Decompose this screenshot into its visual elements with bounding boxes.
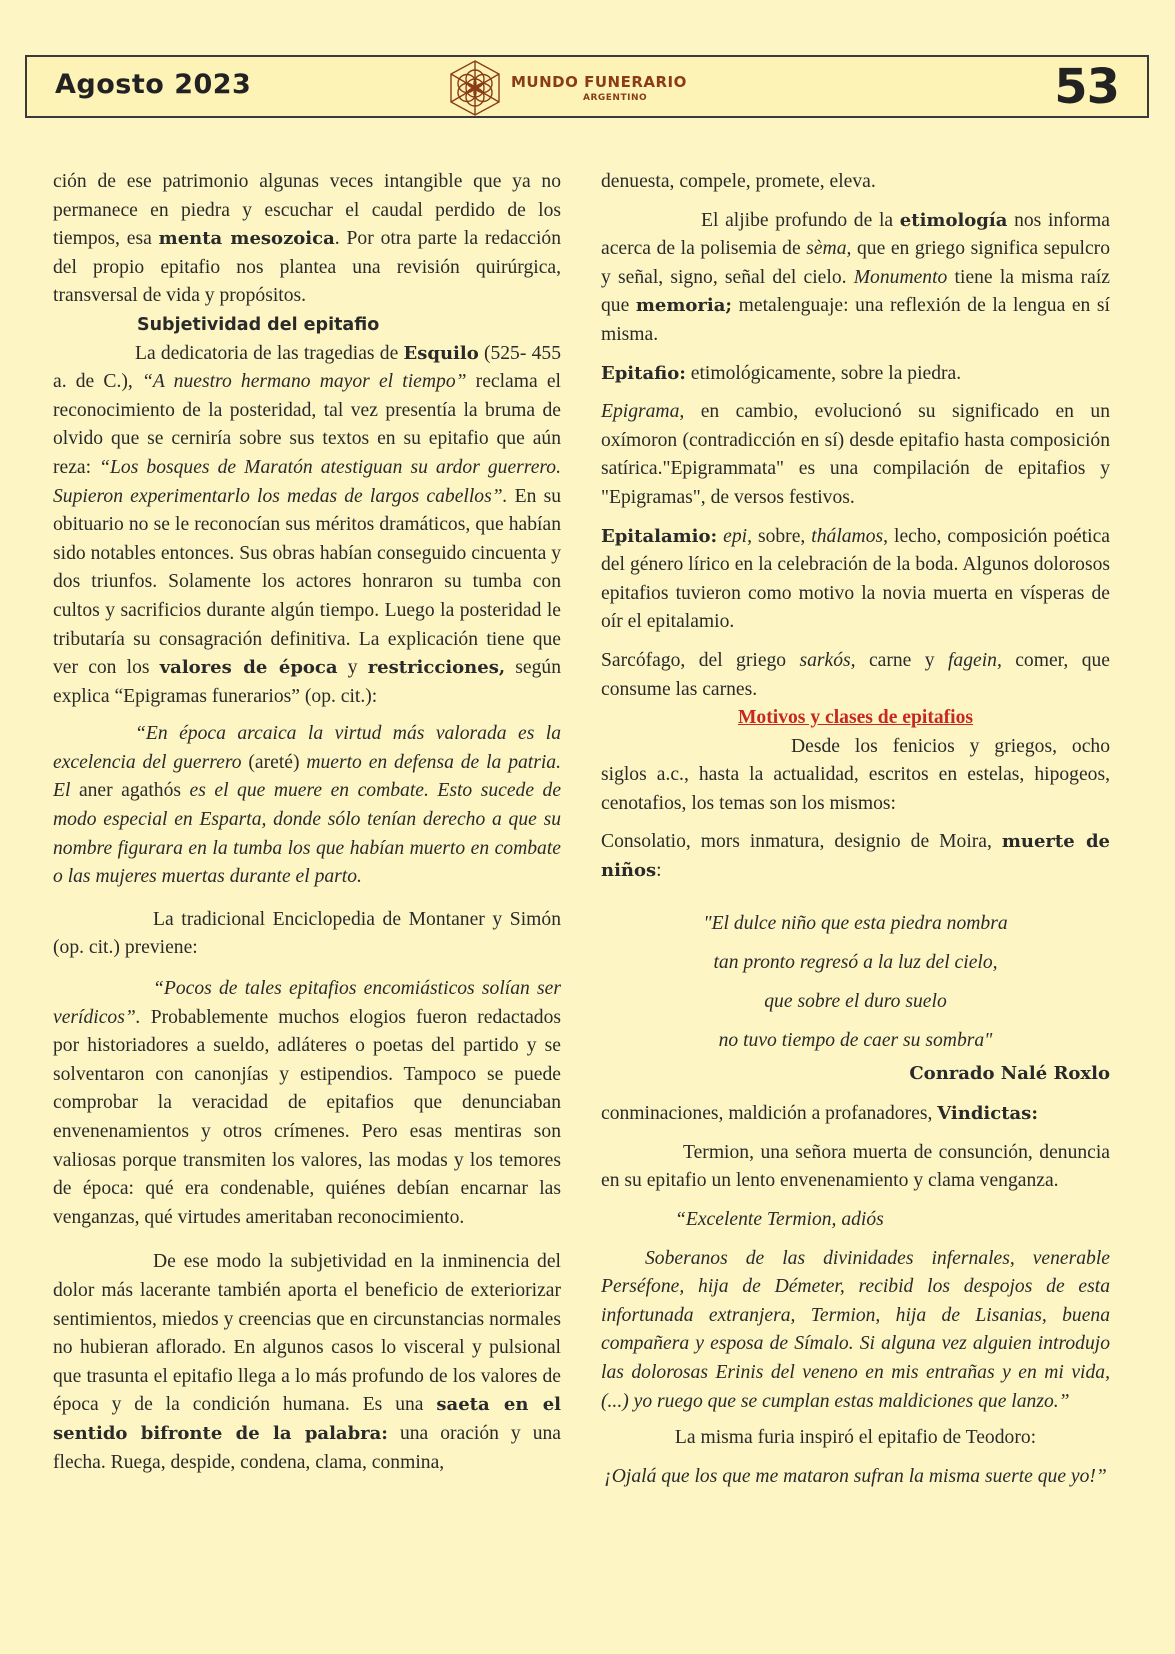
- paragraph: Desde los fenicios y griegos, ocho siglos a.c., hasta la actualidad, escritos en estelas, hipogeos, cenotafios, los temas son los mismos:: [601, 735, 1110, 814]
- paragraph: ción de ese patrimonio algunas veces intangible que ya no permanece en piedra y escuchar el caudal perdido de los tiempos, esa menta mesozoica. Por otra parte la redacción del propio epitafio nos plantea una revisión quirúrgica, transversal de vida y propósitos.: [53, 171, 561, 307]
- poem-line: no tuvo tiempo de caer su sombra": [718, 1029, 993, 1051]
- section-heading: Subjetividad del epitafio: [137, 314, 380, 335]
- paragraph: “Pocos de tales epitafios encomiásticos solían ser verídicos”. Probablemente muchos elogios fueron redactados por historiadores a sueldo, adláteres o poetas del partido y se solventaron con canonjías y estipendios. Tampoco se puede comprobar la veracidad de epitafios que denunciaban envenenamientos y otros crímenes. Pero esas mentiras son valiosas porque transmiten los valores, las modas y los temores de época: qué era condenable, quiénes debían encarnar las venganzas, qué virtudes ameritaban reconocimiento.: [53, 978, 561, 1228]
- paragraph: Termion, una señora muerta de consunción, denuncia en su epitafio un lento envenenamiento y clama venganza.: [601, 1141, 1110, 1192]
- quote-line: ¡Ojalá que los que me mataron sufran la misma suerte que yo!”: [604, 1465, 1107, 1487]
- poem: [601, 904, 1110, 1060]
- paragraph: El aljibe profundo de la etimología nos informa acerca de la polisemia de sèma, que en griego significa sepulcro y señal, signo, señal del cielo. Monumento tiene la misma raíz que memoria; metalenguaje: una reflexión de la lengua en sí misma.: [601, 209, 1110, 345]
- paragraph: Sarcófago, del griego sarkós, carne y fagein, comer, que consume las carnes.: [601, 649, 1110, 700]
- poem-line: tan pronto regresó a la luz del cielo,: [713, 951, 998, 973]
- poem-line: "El dulce niño que esta piedra nombra: [703, 912, 1008, 934]
- paragraph: denuesta, compele, promete, eleva.: [601, 171, 876, 192]
- quote-line: “Excelente Termion, adiós: [675, 1209, 884, 1231]
- paragraph: La tradicional Enciclopedia de Montaner y Simón (op. cit.) previene:: [53, 908, 561, 959]
- quote-block: “En época arcaica la virtud más valorada es la excelencia del guerrero (areté) muerto en defensa de la patria. El aner agathós es el que muere en combate. Esto sucede de modo especial en Esparta, donde sólo tenían derecho a que su nombre figurara en la tumba los que habían muerto en combate o las mujeres muertas durante el parto.: [53, 723, 562, 888]
- paragraph: La dedicatoria de las tragedias de Esquilo (525- 455 a. de C.), “A nuestro hermano mayor el tiempo” reclama el reconocimiento de la posteridad, tal vez presentía la bruma de olvido que se cerniría sobre sus textos en su epitafio que aún reza: “Los bosques de Maratón atestiguan su ardor guerrero. Supieron experimentarlo los medas de largos cabellos”. En su obituario no se le reconocían sus méritos dramáticos, que habían sido notables entonces. Sus obras habían conseguido cincuenta y dos triunfos. Solamente los actores honraron su tumba con cultos y sacrificios durante algún tiempo. Luego la posteridad le tributaría su consagración definitiva. La explicación tiene que ver con los valores de época y restricciones, según explica “Epigramas funerarios” (op. cit.):: [53, 342, 562, 707]
- paragraph: Consolatio, mors inmatura, designio de Moira, muerte de niños:: [601, 831, 1110, 882]
- flower-of-life-icon: [445, 59, 505, 117]
- paragraph: La misma furia inspiró el epitafio de Teodoro:: [674, 1427, 1037, 1449]
- poem-line: que sobre el duro suelo: [764, 990, 947, 1012]
- poem-author: Conrado Nalé Roxlo: [909, 1062, 1110, 1084]
- section-link[interactable]: Motivos y clases de epitafios: [737, 707, 974, 729]
- brand-logo: [445, 59, 745, 117]
- left-column: [53, 168, 561, 1477]
- page-number: 53: [1054, 59, 1119, 115]
- quote-block: Soberanos de las divinidades infernales, venerable Perséfone, hija de Démeter, recibid los despojos de esta infortunada extranjera, Termion, hija de Lisanias, buena compañera y esposa de Símalo. Si alguna vez alguien introdujo las dolorosas Erinis del veneno en mis entrañas y en mi vida, (...) yo ruego que se cumplan estas maldiciones que lanzo.”: [601, 1247, 1110, 1412]
- paragraph: conminaciones, maldición a profanadores, Vindictas:: [601, 1103, 1038, 1125]
- paragraph: De ese modo la subjetividad en la inminencia del dolor más lacerante también aporta el beneficio de exteriorizar sentimientos, miedos y creencias que en circunstancias normales no hubieran aflorado. En algunos casos lo visceral y pulsional que trasunta el epitafio llega a lo más profundo de los valores de época y de la condición humana. Es una saeta en el sentido bifronte de la palabra: una oración y una flecha. Ruega, despide, condena, clama, conmina,: [53, 1251, 562, 1473]
- paragraph: Epitalamio: epi, sobre, thálamos, lecho, composición poética del género lírico en la celebración de la boda. Algunos dolorosos epitafios tuvieron como motivo la novia muerta en vísperas de oír el epitalamio.: [601, 525, 1110, 633]
- paragraph: Epitafio: etimológicamente, sobre la piedra.: [601, 362, 962, 384]
- paragraph: Epigrama, en cambio, evolucionó su significado en un oxímoron (contradicción en sí) desde epitafio hasta composición satírica."Epigrammata" es una compilación de epitafios y "Epigramas", de versos festivos.: [601, 401, 1110, 508]
- right-column: [601, 168, 1110, 1491]
- brand-subtitle: ARGENTINO: [583, 93, 648, 103]
- issue-date: Agosto 2023: [55, 69, 252, 100]
- page-header: [25, 55, 1149, 118]
- brand-name: MUNDO FUNERARIO: [511, 73, 687, 91]
